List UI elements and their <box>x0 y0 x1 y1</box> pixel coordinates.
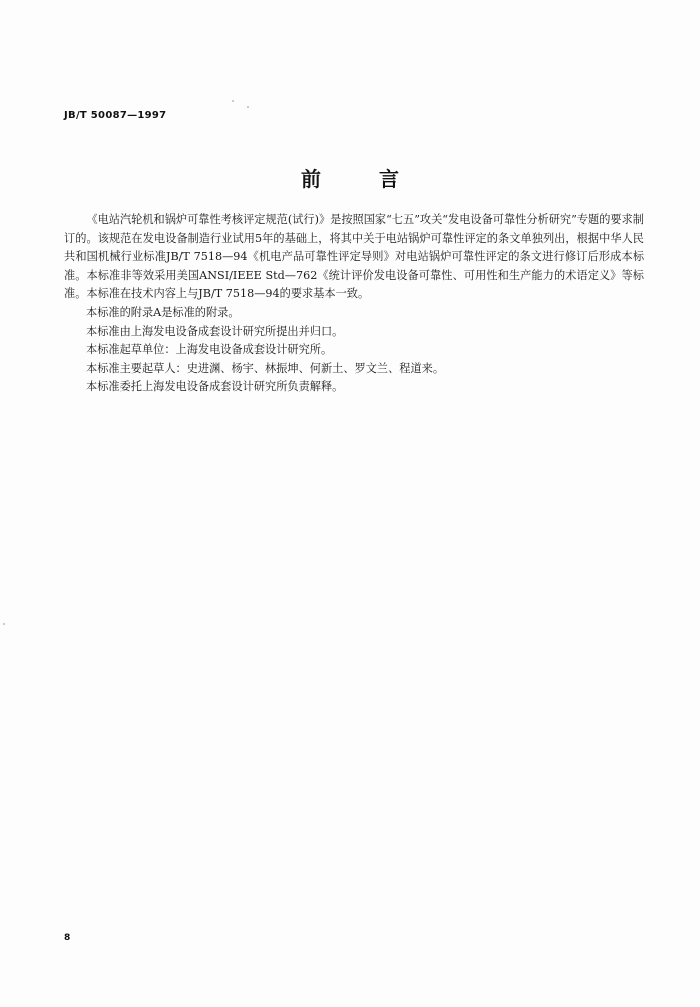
drafters-statement: 本标准主要起草人：史进渊、杨宇、林振坤、何新土、罗文兰、程道来。 <box>86 361 445 375</box>
interpretation-statement: 本标准委托上海发电设备成套设计研究所负责解释。 <box>86 380 344 394</box>
page-number: 8 <box>64 933 71 943</box>
proposed-by-statement: 本标准由上海发电设备成套设计研究所提出并归口。 <box>86 324 344 338</box>
scan-speck <box>3 623 5 625</box>
foreword-body <box>64 211 644 397</box>
appendix-statement: 本标准的附录A是标准的附录。 <box>86 305 240 319</box>
standard-code-header: JB/T 50087—1997 <box>64 110 167 121</box>
drafting-unit-statement: 本标准起草单位：上海发电设备成套设计研究所。 <box>86 343 333 357</box>
foreword-intro-paragraph: 《电站汽轮机和锅炉可靠性考核评定规范(试行)》是按照国家“七五”攻关“发电设备可靠性分析研究”专题的要求制订的。该规范在发电设备制造行业试用5年的基础上，将其中关于电站锅炉可靠性评定的条文单独列出，根据中华人民共和国机械行业标准JB/T 7518—94《机电产品可靠性评定导则》对电站锅炉可靠性评定的条文进行修订后形成本标准。本标准非等效采用美国ANSI/IEEE Std—762《统计评价发电设备可靠性、可用性和生产能力的术语定义》等标准。本标准在技术内容上与JB/T 7518—94的要求基本一致。 <box>64 213 644 301</box>
scan-speck <box>232 100 234 102</box>
scan-speck <box>247 106 249 108</box>
page-title: 前言 <box>301 167 457 191</box>
